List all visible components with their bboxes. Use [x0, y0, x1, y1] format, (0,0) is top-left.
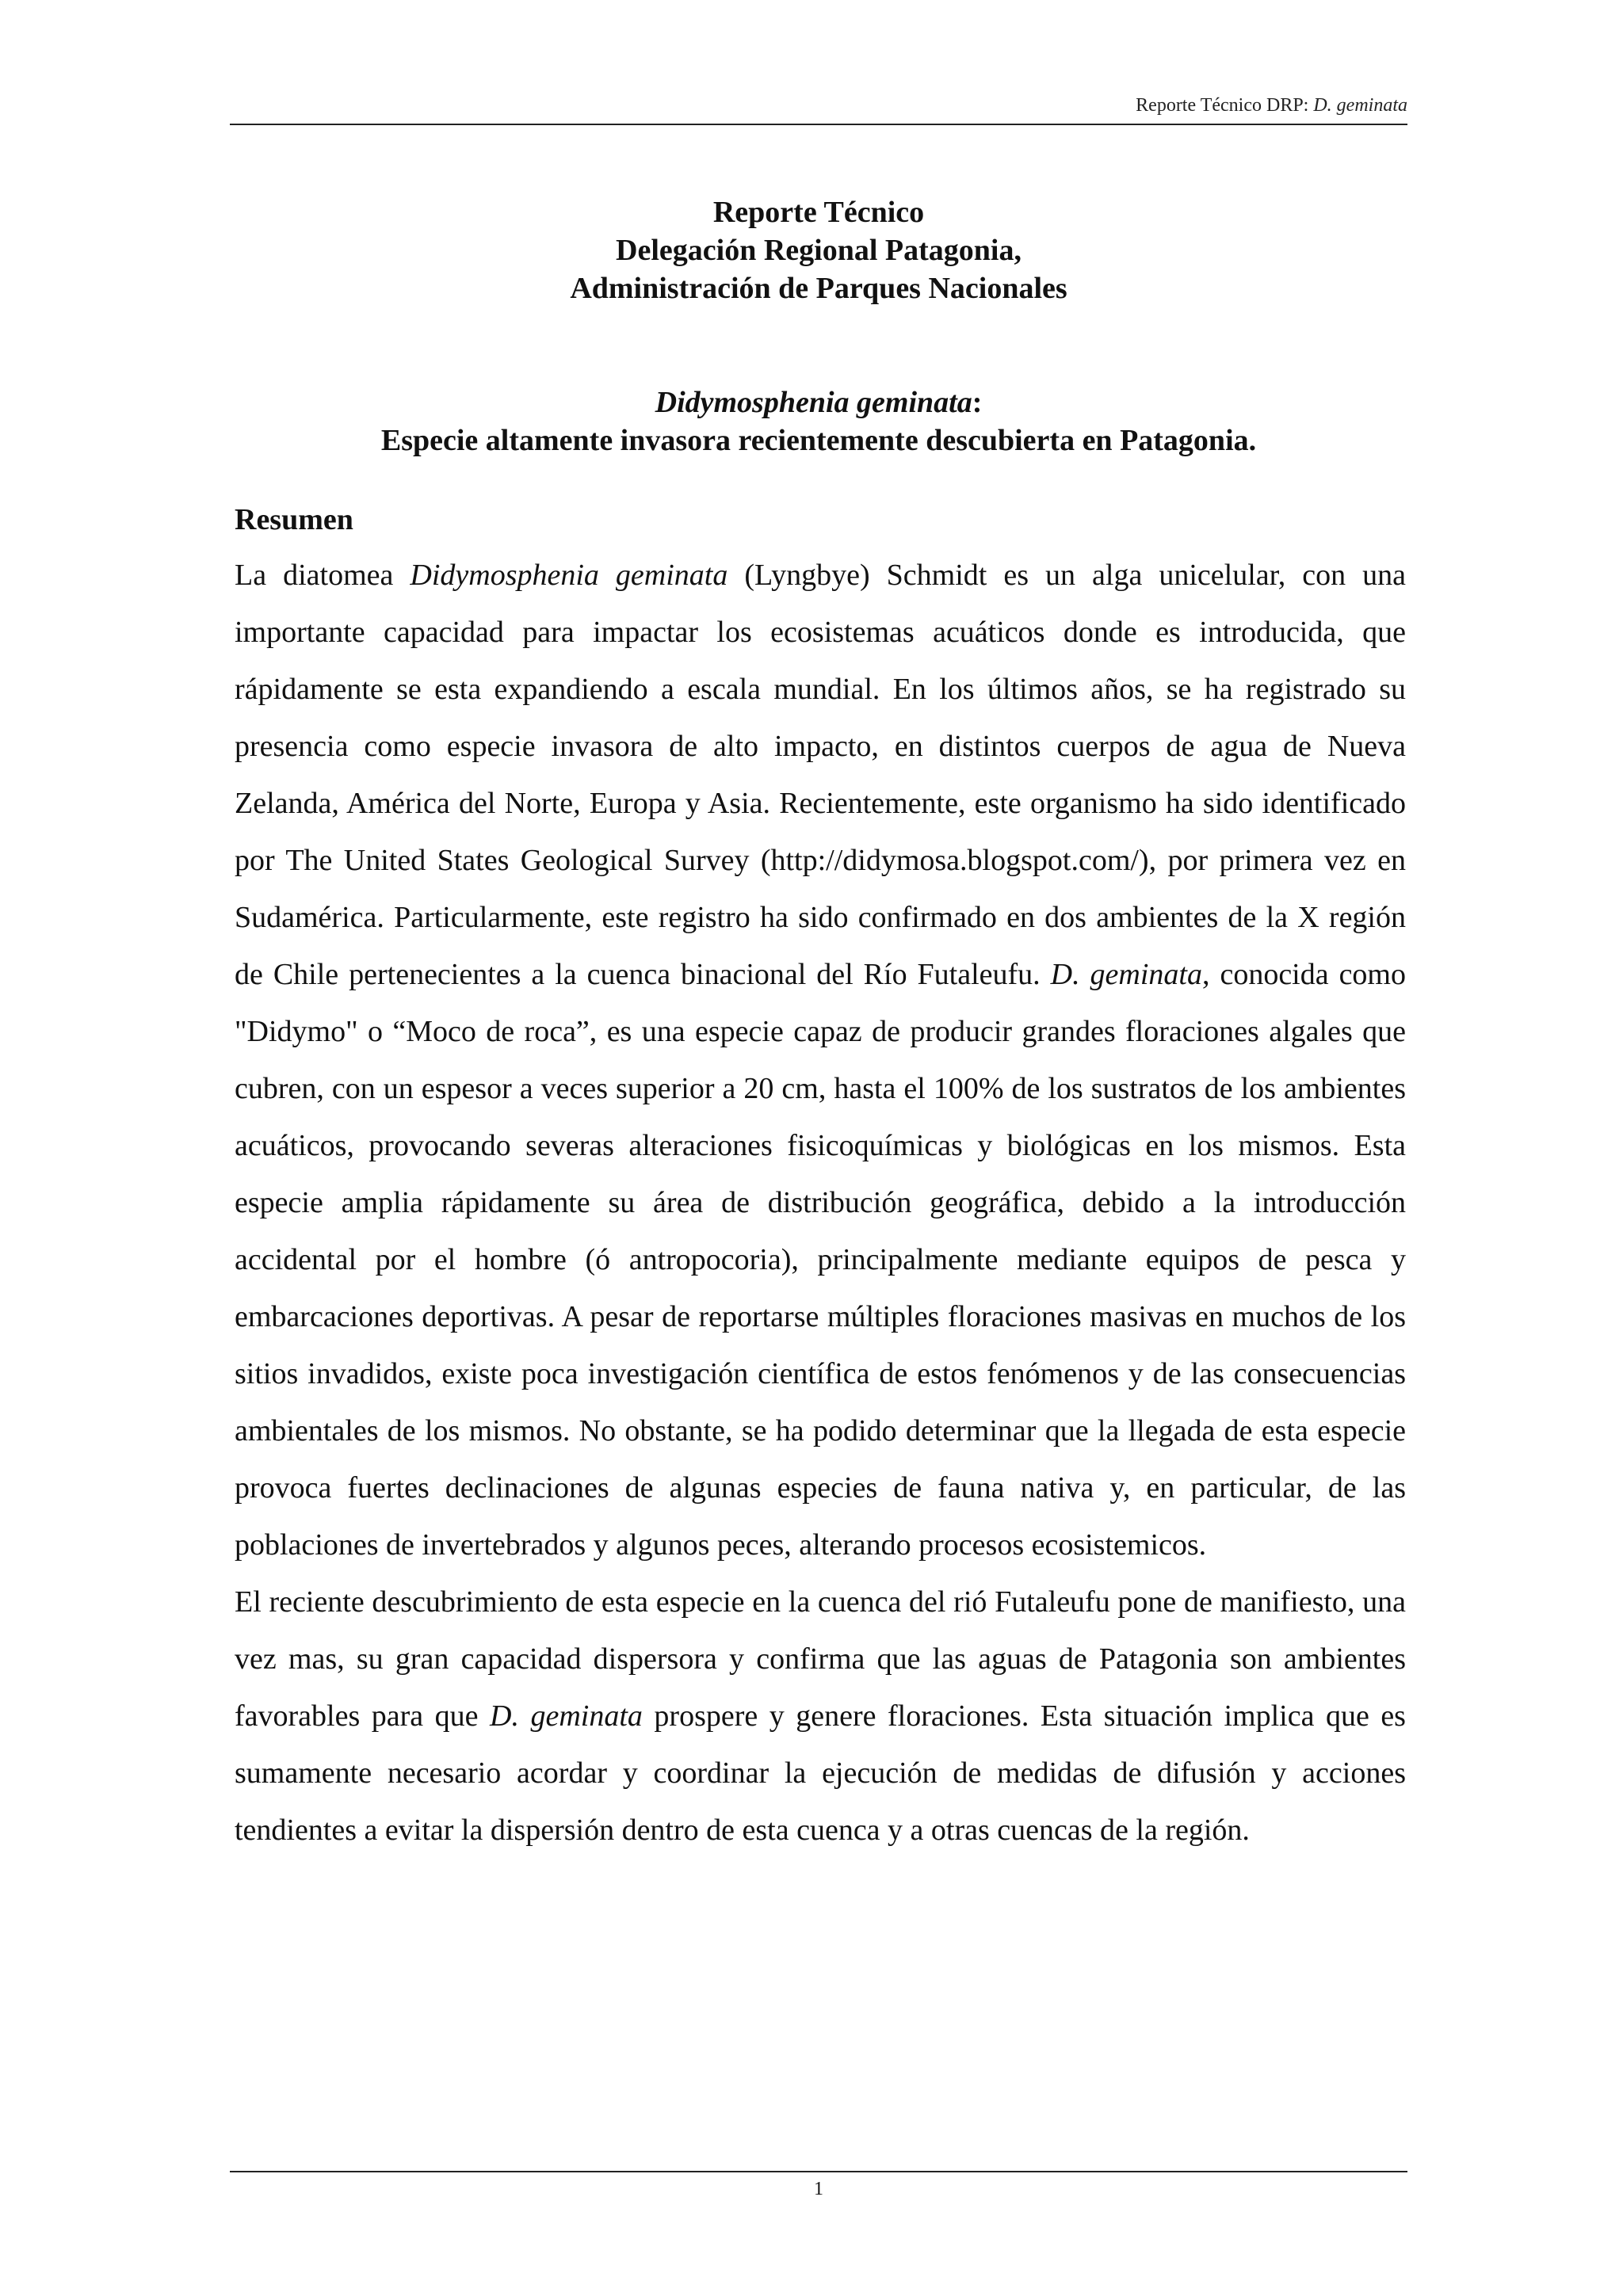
- abstract-body: [235, 547, 1406, 1859]
- subtitle-species: Didymosphenia geminata: [655, 386, 972, 419]
- header-rule: [230, 124, 1407, 125]
- running-header: [230, 93, 1407, 117]
- p1-text-1: La diatomea: [235, 559, 411, 592]
- running-header-prefix: Reporte Técnico DRP:: [1136, 95, 1314, 116]
- p2-text-2: prospere y genere floraciones. Esta situación implica que es sumamente necesario acordar y coordinar la ejecución de medidas de difusión y acciones tendientes a evitar la dispersión dentro de esta cuenca y a otras cuencas de la región.: [235, 1699, 1406, 1847]
- subtitle-line-1: [230, 383, 1407, 421]
- title-line-1: Reporte Técnico: [712, 196, 925, 229]
- p1-abbrev-italic: D. geminata: [1050, 958, 1202, 991]
- p1-text-3: , conocida como "Didymo" o “Moco de roca”, es una especie capaz de producir grandes floraciones algales que cubren, con un espesor a veces superior a 20 cm, hasta el 100% de los sustratos de los ambientes acuáticos, provocando severas alteraciones fisicoquímicas y biológicas en los mismos. Esta especie amplia rápidamente su área de distribución geográfica, debido a la introducción accidental por el hombre (ó antropocoria), principalmente mediante equipos de pesca y embarcaciones deportivas. A pesar de reportarse múltiples floraciones masivas en muchos de los sitios invadidos, existe poca investigación científica de estos fenómenos y de las consecuencias ambientales de los mismos. No obstante, se ha podido determinar que la llegada de esta especie provoca fuertes declinaciones de algunas especies de fauna nativa y, en particular, de las poblaciones de invertebrados y algunos peces, alterando procesos ecosistemicos.: [235, 958, 1406, 1562]
- title-line-3: Administración de Parques Nacionales: [570, 272, 1067, 305]
- p1-text-2: (Lyngbye) Schmidt es un alga unicelular, con una importante capacidad para impactar los ecosistemas acuáticos donde es introducida, que rápidamente se esta expandiendo a escala mundial. En los últimos años, se ha registrado su presencia como especie invasora de alto impacto, en distintos cuerpos de agua de Nueva Zelanda, América del Norte, Europa y Asia. Recientemente, este organismo ha sido identificado por The United States Geological Survey (http://didymosa.blogspot.com/), por primera vez en Sudamérica. Particularmente, este registro ha sido confirmado en dos ambientes de la X región de Chile pertenecientes a la cuenca binacional del Río Futaleufu.: [235, 559, 1407, 991]
- running-header-species: D. geminata: [1313, 95, 1407, 116]
- p2-text-1: El reciente descubrimiento de esta especie en la cuenca del rió Futaleufu pone de manifiesto, una vez mas, su gran capacidad dispersora y confirma que las aguas de Patagonia son ambientes favorables para que: [235, 1585, 1406, 1733]
- subtitle-colon: :: [972, 386, 983, 419]
- abstract-paragraph-2: [235, 1573, 1406, 1859]
- p2-abbrev-italic: D. geminata: [490, 1699, 643, 1733]
- report-title: [230, 193, 1407, 307]
- subtitle-line-2: Especie altamente invasora recientemente descubierta en Patagonia.: [380, 424, 1257, 457]
- report-subtitle: [230, 383, 1407, 460]
- page-number: 1: [814, 2179, 823, 2199]
- section-heading-resumen: Resumen: [235, 503, 353, 536]
- title-line-2: Delegación Regional Patagonia,: [616, 234, 1022, 267]
- abstract-paragraph-1: [235, 547, 1406, 1573]
- p1-species-italic: Didymosphenia geminata: [410, 559, 728, 592]
- footer-rule: [230, 2171, 1407, 2172]
